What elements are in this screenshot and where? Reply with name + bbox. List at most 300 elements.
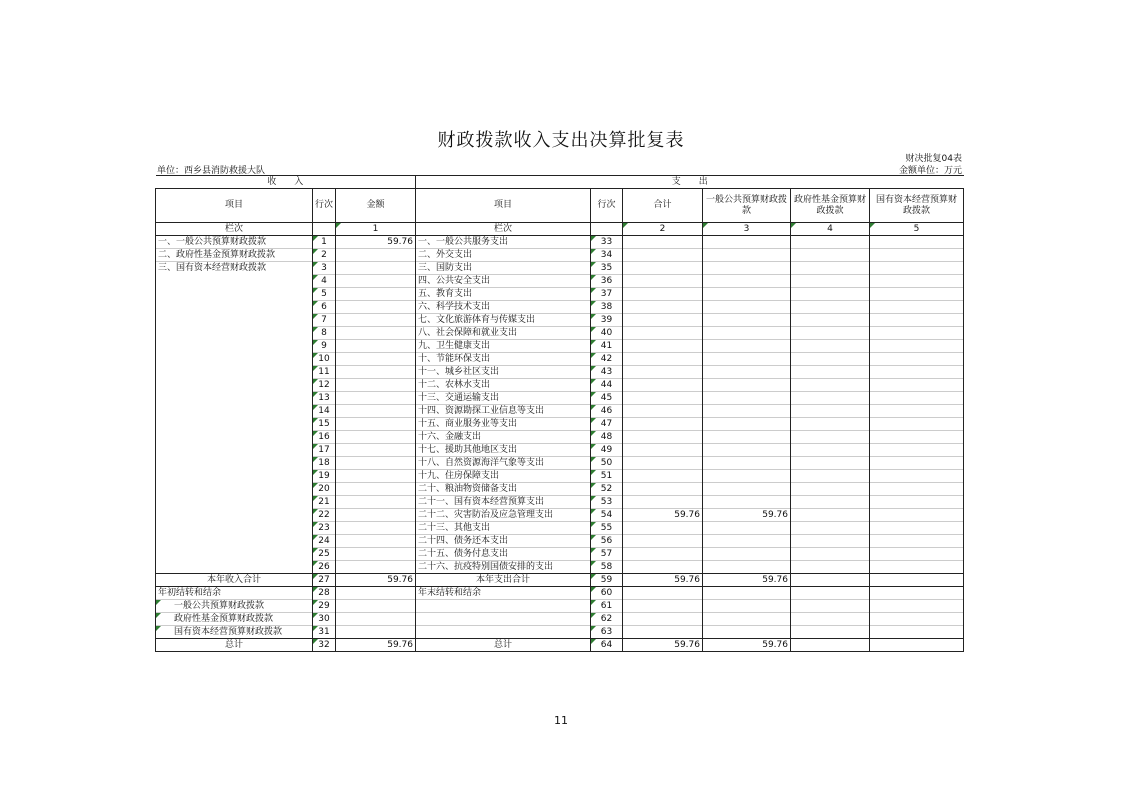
table-cell	[791, 379, 870, 392]
table-cell: 59.76	[703, 639, 791, 652]
table-cell: 二十、粮油物资储备支出	[416, 483, 591, 496]
table-cell	[336, 288, 416, 301]
table-cell	[623, 288, 703, 301]
table-cell	[791, 418, 870, 431]
table-cell	[336, 418, 416, 431]
table-cell: 12	[313, 379, 336, 392]
table-cell: 二十二、灾害防治及应急管理支出	[416, 509, 591, 522]
table-row	[156, 600, 964, 613]
table-cell: 46	[591, 405, 623, 418]
table-cell	[791, 470, 870, 483]
table-cell	[623, 613, 703, 626]
header-cell: 项目	[416, 189, 591, 223]
approval-table	[155, 175, 964, 652]
table-row	[156, 522, 964, 535]
table-cell	[623, 626, 703, 639]
table-cell: 59.76	[623, 574, 703, 587]
table-cell: 59.76	[703, 509, 791, 522]
table-cell	[791, 613, 870, 626]
header-cell: 国有资本经营预算财政拨款	[870, 189, 964, 223]
table-cell	[623, 236, 703, 249]
table-row	[156, 236, 964, 249]
header-cell: 行次	[313, 189, 336, 223]
table-cell	[870, 392, 964, 405]
table-cell	[623, 587, 703, 600]
table-cell	[156, 444, 313, 457]
table-cell	[870, 431, 964, 444]
table-cell	[623, 353, 703, 366]
table-cell: 本年支出合计	[416, 574, 591, 587]
table-row	[156, 288, 964, 301]
table-row	[156, 483, 964, 496]
table-cell	[791, 366, 870, 379]
table-cell: 二十三、其他支出	[416, 522, 591, 535]
table-cell: 43	[591, 366, 623, 379]
table-cell	[870, 275, 964, 288]
colno-cell: 4	[791, 223, 870, 236]
table-cell: 57	[591, 548, 623, 561]
table-cell	[336, 314, 416, 327]
table-cell	[156, 561, 313, 574]
table-cell: 20	[313, 483, 336, 496]
table-cell	[336, 470, 416, 483]
table-cell	[791, 392, 870, 405]
table-cell: 42	[591, 353, 623, 366]
table-row	[156, 470, 964, 483]
table-row	[156, 639, 964, 652]
table-row	[156, 509, 964, 522]
colno-cell: 5	[870, 223, 964, 236]
table-cell	[623, 314, 703, 327]
table-cell	[623, 535, 703, 548]
page-title: 财政拨款收入支出决算批复表	[437, 130, 685, 151]
table-cell: 四、公共安全支出	[416, 275, 591, 288]
header-cell: 政府性基金预算财政拨款	[791, 189, 870, 223]
table-cell	[703, 314, 791, 327]
table-cell	[416, 626, 591, 639]
table-cell	[791, 483, 870, 496]
table-cell: 十八、自然资源海洋气象等支出	[416, 457, 591, 470]
table-row	[156, 366, 964, 379]
table-row	[156, 301, 964, 314]
table-cell	[870, 535, 964, 548]
table-cell: 五、教育支出	[416, 288, 591, 301]
table-cell	[336, 457, 416, 470]
table-cell	[156, 470, 313, 483]
table-cell	[703, 496, 791, 509]
table-cell: 二十五、债务付息支出	[416, 548, 591, 561]
table-cell: 59.76	[336, 574, 416, 587]
table-cell	[791, 522, 870, 535]
table-cell	[703, 405, 791, 418]
table-cell	[703, 444, 791, 457]
header-cell: 合计	[623, 189, 703, 223]
table-cell: 33	[591, 236, 623, 249]
table-cell	[156, 457, 313, 470]
table-row	[156, 379, 964, 392]
page-number: 11	[554, 714, 568, 727]
table-cell	[336, 587, 416, 600]
table-cell: 53	[591, 496, 623, 509]
table-cell: 25	[313, 548, 336, 561]
table-cell: 15	[313, 418, 336, 431]
table-cell: 总计	[156, 639, 313, 652]
table-row	[156, 548, 964, 561]
table-cell: 49	[591, 444, 623, 457]
table-cell	[791, 509, 870, 522]
table-cell: 2	[313, 249, 336, 262]
table-cell: 二、政府性基金预算财政拨款	[156, 249, 313, 262]
table-cell	[791, 574, 870, 587]
table-cell: 5	[313, 288, 336, 301]
table-cell: 10	[313, 353, 336, 366]
table-cell	[623, 600, 703, 613]
table-cell	[703, 288, 791, 301]
table-cell: 44	[591, 379, 623, 392]
table-cell: 1	[313, 236, 336, 249]
table-row	[156, 626, 964, 639]
table-cell: 58	[591, 561, 623, 574]
table-cell: 64	[591, 639, 623, 652]
table-cell	[156, 418, 313, 431]
table-cell	[703, 587, 791, 600]
table-cell	[623, 275, 703, 288]
table-cell	[156, 509, 313, 522]
table-cell: 54	[591, 509, 623, 522]
table-cell	[703, 600, 791, 613]
table-cell	[623, 470, 703, 483]
table-cell	[703, 470, 791, 483]
table-cell	[156, 340, 313, 353]
table-cell: 41	[591, 340, 623, 353]
table-cell	[703, 392, 791, 405]
table-cell	[791, 288, 870, 301]
table-cell: 十七、援助其他地区支出	[416, 444, 591, 457]
table-cell	[870, 262, 964, 275]
income-caption: 收 入	[156, 176, 416, 189]
table-cell	[623, 496, 703, 509]
table-cell: 21	[313, 496, 336, 509]
table-cell	[870, 483, 964, 496]
table-cell	[336, 600, 416, 613]
table-cell	[623, 457, 703, 470]
table-cell	[336, 366, 416, 379]
expense-caption: 支 出	[416, 176, 964, 189]
table-cell	[336, 483, 416, 496]
table-cell: 48	[591, 431, 623, 444]
table-cell	[336, 444, 416, 457]
table-cell: 三、国防支出	[416, 262, 591, 275]
table-cell: 63	[591, 626, 623, 639]
table-cell	[336, 548, 416, 561]
table-cell	[791, 275, 870, 288]
header-row	[156, 189, 964, 223]
table-row	[156, 561, 964, 574]
table-cell: 7	[313, 314, 336, 327]
caption-row	[156, 176, 964, 189]
table-cell: 4	[313, 275, 336, 288]
table-cell: 十、节能环保支出	[416, 353, 591, 366]
table-cell: 9	[313, 340, 336, 353]
table-row	[156, 613, 964, 626]
table-cell	[156, 314, 313, 327]
table-cell	[156, 301, 313, 314]
table-cell	[870, 457, 964, 470]
table-cell	[870, 418, 964, 431]
table-row	[156, 457, 964, 470]
table-cell: 11	[313, 366, 336, 379]
table-cell: 55	[591, 522, 623, 535]
table-cell	[156, 496, 313, 509]
table-cell: 本年收入合计	[156, 574, 313, 587]
table-cell	[791, 405, 870, 418]
table-cell	[336, 535, 416, 548]
table-cell: 59.76	[336, 236, 416, 249]
table-cell	[336, 405, 416, 418]
table-cell: 七、文化旅游体育与传媒支出	[416, 314, 591, 327]
table-cell	[156, 431, 313, 444]
table-cell	[623, 249, 703, 262]
table-cell	[703, 301, 791, 314]
table-cell: 十二、农林水支出	[416, 379, 591, 392]
table-cell	[336, 509, 416, 522]
table-cell	[870, 353, 964, 366]
table-cell: 一、一般公共预算财政拨款	[156, 236, 313, 249]
table-cell	[870, 249, 964, 262]
table-cell	[870, 470, 964, 483]
table-cell: 十三、交通运输支出	[416, 392, 591, 405]
table-cell	[791, 236, 870, 249]
table-row	[156, 574, 964, 587]
table-cell: 31	[313, 626, 336, 639]
column-number-row	[156, 223, 964, 236]
table-cell	[870, 522, 964, 535]
table-cell: 十六、金融支出	[416, 431, 591, 444]
table-cell: 52	[591, 483, 623, 496]
table-cell	[870, 366, 964, 379]
colno-cell: 栏次	[156, 223, 313, 236]
table-cell	[336, 327, 416, 340]
table-cell	[703, 613, 791, 626]
table-cell	[336, 431, 416, 444]
table-row	[156, 340, 964, 353]
table-cell	[870, 327, 964, 340]
table-cell	[336, 613, 416, 626]
table-cell	[870, 314, 964, 327]
table-cell	[156, 548, 313, 561]
table-cell	[703, 535, 791, 548]
table-cell: 年末结转和结余	[416, 587, 591, 600]
table-cell	[623, 379, 703, 392]
table-cell: 47	[591, 418, 623, 431]
table-cell: 一般公共预算财政拨款	[156, 600, 313, 613]
table-cell	[336, 340, 416, 353]
table-row	[156, 587, 964, 600]
table-cell	[416, 613, 591, 626]
table-cell: 8	[313, 327, 336, 340]
table-cell	[870, 379, 964, 392]
table-row	[156, 314, 964, 327]
table-cell: 38	[591, 301, 623, 314]
table-cell	[623, 301, 703, 314]
table-cell	[156, 275, 313, 288]
table-cell	[703, 483, 791, 496]
table-row	[156, 249, 964, 262]
table-cell	[156, 392, 313, 405]
table-cell	[156, 535, 313, 548]
table-row	[156, 431, 964, 444]
table-cell	[791, 314, 870, 327]
table-cell: 27	[313, 574, 336, 587]
table-row	[156, 535, 964, 548]
table-cell	[870, 405, 964, 418]
table-cell: 51	[591, 470, 623, 483]
table-cell: 八、社会保障和就业支出	[416, 327, 591, 340]
table-cell: 39	[591, 314, 623, 327]
table-cell	[870, 509, 964, 522]
table-cell	[156, 522, 313, 535]
table-cell	[870, 444, 964, 457]
table-row	[156, 353, 964, 366]
table-cell	[336, 561, 416, 574]
table-cell	[336, 379, 416, 392]
table-cell	[791, 535, 870, 548]
table-cell: 60	[591, 587, 623, 600]
table-cell	[703, 431, 791, 444]
colno-cell	[313, 223, 336, 236]
table-cell: 23	[313, 522, 336, 535]
table-cell: 6	[313, 301, 336, 314]
header-cell: 一般公共预算财政拨款	[703, 189, 791, 223]
table-cell	[870, 574, 964, 587]
table-cell	[791, 587, 870, 600]
table-cell: 国有资本经营预算财政拨款	[156, 626, 313, 639]
table-cell	[703, 353, 791, 366]
table-cell: 三、国有资本经营财政拨款	[156, 262, 313, 275]
table-cell: 16	[313, 431, 336, 444]
table-row	[156, 496, 964, 509]
table-cell	[416, 600, 591, 613]
table-cell	[791, 340, 870, 353]
table-cell	[623, 327, 703, 340]
table-row	[156, 275, 964, 288]
table-cell: 34	[591, 249, 623, 262]
table-cell: 二、外交支出	[416, 249, 591, 262]
table-cell	[870, 587, 964, 600]
table-cell	[870, 548, 964, 561]
table-row	[156, 392, 964, 405]
table-cell: 十四、资源勘探工业信息等支出	[416, 405, 591, 418]
table-cell	[870, 600, 964, 613]
table-cell: 年初结转和结余	[156, 587, 313, 600]
table-cell	[156, 483, 313, 496]
table-cell: 32	[313, 639, 336, 652]
table-cell: 59.76	[703, 574, 791, 587]
table-cell	[336, 496, 416, 509]
table-cell	[623, 431, 703, 444]
header-cell: 金额	[336, 189, 416, 223]
table-cell	[156, 288, 313, 301]
table-cell	[623, 405, 703, 418]
table-cell: 一、一般公共服务支出	[416, 236, 591, 249]
table-cell	[791, 249, 870, 262]
table-cell: 59.76	[623, 639, 703, 652]
table-cell	[791, 262, 870, 275]
table-cell	[703, 379, 791, 392]
table-cell: 六、科学技术支出	[416, 301, 591, 314]
colno-cell: 2	[623, 223, 703, 236]
table-cell: 40	[591, 327, 623, 340]
unit-label: 单位：西乡县消防救援大队	[157, 166, 266, 176]
table-cell	[791, 444, 870, 457]
table-cell: 50	[591, 457, 623, 470]
table-cell	[336, 275, 416, 288]
table-cell	[336, 353, 416, 366]
table-row	[156, 327, 964, 340]
table-cell: 26	[313, 561, 336, 574]
table-cell: 59	[591, 574, 623, 587]
table-cell: 政府性基金预算财政拨款	[156, 613, 313, 626]
table-cell: 30	[313, 613, 336, 626]
table-cell	[870, 613, 964, 626]
table-row	[156, 444, 964, 457]
table-cell: 59.76	[336, 639, 416, 652]
table-cell	[703, 548, 791, 561]
table-cell: 14	[313, 405, 336, 418]
table-cell: 45	[591, 392, 623, 405]
table-cell: 36	[591, 275, 623, 288]
table-cell	[870, 236, 964, 249]
table-cell: 九、卫生健康支出	[416, 340, 591, 353]
table-cell	[870, 561, 964, 574]
table-cell	[156, 353, 313, 366]
table-cell	[703, 626, 791, 639]
table-cell	[791, 327, 870, 340]
table-cell	[791, 600, 870, 613]
table-cell	[703, 249, 791, 262]
table-cell: 56	[591, 535, 623, 548]
table-cell	[870, 639, 964, 652]
table-cell	[791, 561, 870, 574]
table-cell	[336, 522, 416, 535]
table-row	[156, 418, 964, 431]
table-cell	[791, 457, 870, 470]
table-cell: 十一、城乡社区支出	[416, 366, 591, 379]
table-cell	[703, 327, 791, 340]
table-row	[156, 262, 964, 275]
table-cell	[623, 561, 703, 574]
table-cell	[791, 431, 870, 444]
table-cell: 59.76	[623, 509, 703, 522]
table-cell: 19	[313, 470, 336, 483]
table-cell: 二十一、国有资本经营预算支出	[416, 496, 591, 509]
table-cell	[623, 418, 703, 431]
table-cell	[791, 353, 870, 366]
table-cell	[791, 548, 870, 561]
table-cell	[336, 626, 416, 639]
table-cell: 17	[313, 444, 336, 457]
money-unit-label: 金额单位：万元	[898, 166, 962, 176]
table-cell: 62	[591, 613, 623, 626]
table-cell	[703, 275, 791, 288]
table-cell: 3	[313, 262, 336, 275]
table-cell	[703, 340, 791, 353]
form-number: 财决批复04表	[905, 154, 962, 164]
table-cell	[870, 340, 964, 353]
table-cell	[623, 340, 703, 353]
table-cell	[623, 262, 703, 275]
table-cell	[156, 327, 313, 340]
